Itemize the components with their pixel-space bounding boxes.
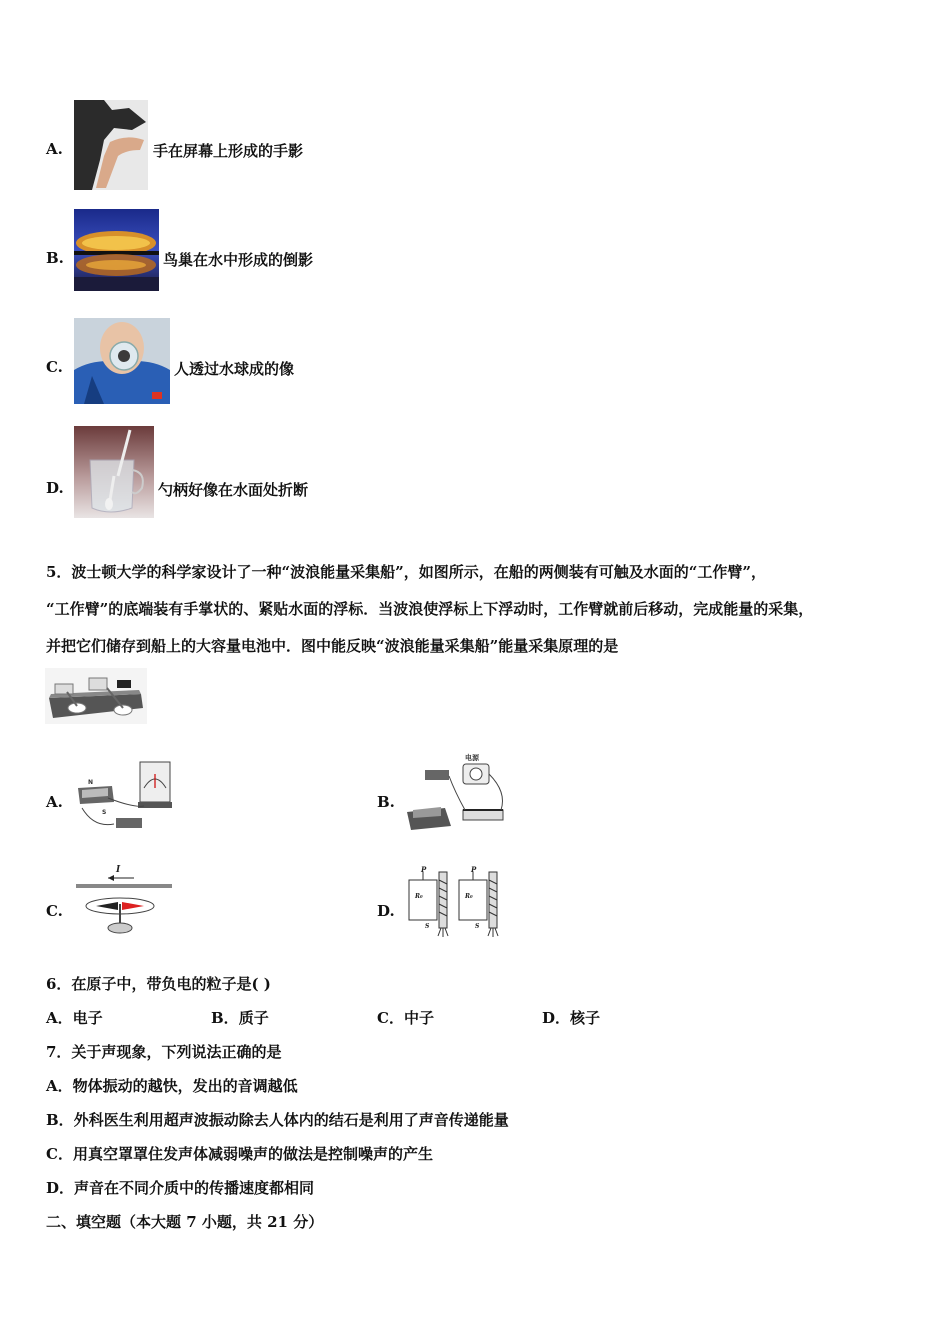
oersted-experiment-figure: [74, 860, 174, 940]
hand-shadow-photo: [74, 100, 148, 190]
q6-option-a: [46, 1007, 103, 1028]
q7-option-b-text: 外科医生利用超声波振动除去人体内的结石是利用了声音传递能量: [73, 1111, 509, 1129]
svg-text:N: N: [88, 779, 94, 786]
generator-galvanometer-figure: [74, 758, 174, 834]
q7-option-d-label: D．: [46, 1179, 75, 1197]
svg-text:S: S: [102, 809, 107, 816]
q5-option-b-label: B.: [377, 793, 395, 811]
q7-option-b: [46, 1109, 509, 1130]
motor-circuit-figure: [405, 752, 510, 834]
q6-option-b-text: 质子: [238, 1009, 269, 1027]
q4-option-a-label: A.: [46, 140, 63, 158]
q4-option-c-text: 人透过水球成的像: [174, 360, 295, 378]
q5-stem: [46, 554, 813, 665]
q6-option-d-text: 核子: [570, 1009, 601, 1027]
current-label: I: [116, 865, 121, 875]
q6-option-c-label: C．: [377, 1009, 404, 1027]
q5-stem-line-3: 并把它们储存到船上的大容量电池中．图中能反映“波浪能量采集船”能量采集原理的是: [46, 637, 619, 655]
svg-text:R₀: R₀: [415, 893, 423, 900]
birds-nest-reflection-photo: [74, 209, 159, 291]
q5-option-c-label: C.: [46, 902, 63, 920]
section-2-heading: 二、填空题（本大题 7 小题，共 21 分）: [46, 1213, 324, 1231]
q5-stem-line-1: 5．波士顿大学的科学家设计了一种“波浪能量采集船”，如图所示，在船的两侧装有可触及水面的“工作臂”，: [46, 563, 766, 581]
q5-stem-line-2: “工作臂”的底端装有手掌状的、紧贴水面的浮标．当波浪使浮标上下浮动时，工作臂就前后移动，完成能量的采集，: [46, 600, 814, 618]
q7-option-c: [46, 1143, 433, 1164]
q6-option-a-label: A．: [46, 1009, 73, 1027]
q7-option-c-text: 用真空罩罩住发声体减弱噪声的做法是控制噪声的产生: [72, 1145, 433, 1163]
spoon-in-water-photo: [74, 426, 154, 518]
q7-option-b-label: B．: [46, 1111, 74, 1129]
q7-option-c-label: C．: [46, 1145, 73, 1163]
svg-text:R₀: R₀: [465, 893, 473, 900]
q7-option-a-label: A．: [46, 1077, 73, 1095]
wave-energy-boat-figure: [45, 668, 147, 724]
svg-text:P: P: [421, 865, 427, 874]
q6-option-c: [377, 1007, 434, 1028]
q4-option-d-text: 勺柄好像在水面处折断: [158, 481, 309, 499]
q6-option-b: [211, 1007, 269, 1028]
q6-option-c-text: 中子: [403, 1009, 434, 1027]
q5-option-d-label: D.: [377, 902, 395, 920]
power-source-label: 电源: [465, 754, 479, 762]
q6-option-d-label: D．: [542, 1009, 571, 1027]
q7-option-d-text: 声音在不同介质中的传播速度都相同: [74, 1179, 315, 1197]
svg-text:S: S: [475, 923, 480, 930]
q6-option-a-text: 电子: [72, 1009, 103, 1027]
q7-option-d: [46, 1177, 314, 1198]
q4-option-a-text: 手在屏幕上形成的手影: [153, 142, 304, 160]
q7-option-a-text: 物体振动的越快，发出的音调越低: [72, 1077, 298, 1095]
q4-option-d-label: D.: [46, 479, 64, 497]
q7-option-a: [46, 1075, 298, 1096]
q6-option-d: [542, 1007, 600, 1028]
q4-option-c-label: C.: [46, 358, 63, 376]
svg-text:S: S: [425, 923, 430, 930]
electromagnet-circuits-figure: [405, 860, 505, 940]
q6-option-b-label: B．: [211, 1009, 239, 1027]
q6-stem: 6．在原子中，带负电的粒子是( ): [46, 975, 271, 993]
svg-text:P: P: [471, 865, 477, 874]
q7-stem: 7．关于声现象，下列说法正确的是: [46, 1043, 282, 1061]
q5-option-a-label: A.: [46, 793, 63, 811]
q4-option-b-label: B.: [46, 249, 64, 267]
q4-option-b-text: 鸟巢在水中形成的倒影: [163, 251, 314, 269]
water-ball-astronaut-photo: [74, 318, 170, 404]
